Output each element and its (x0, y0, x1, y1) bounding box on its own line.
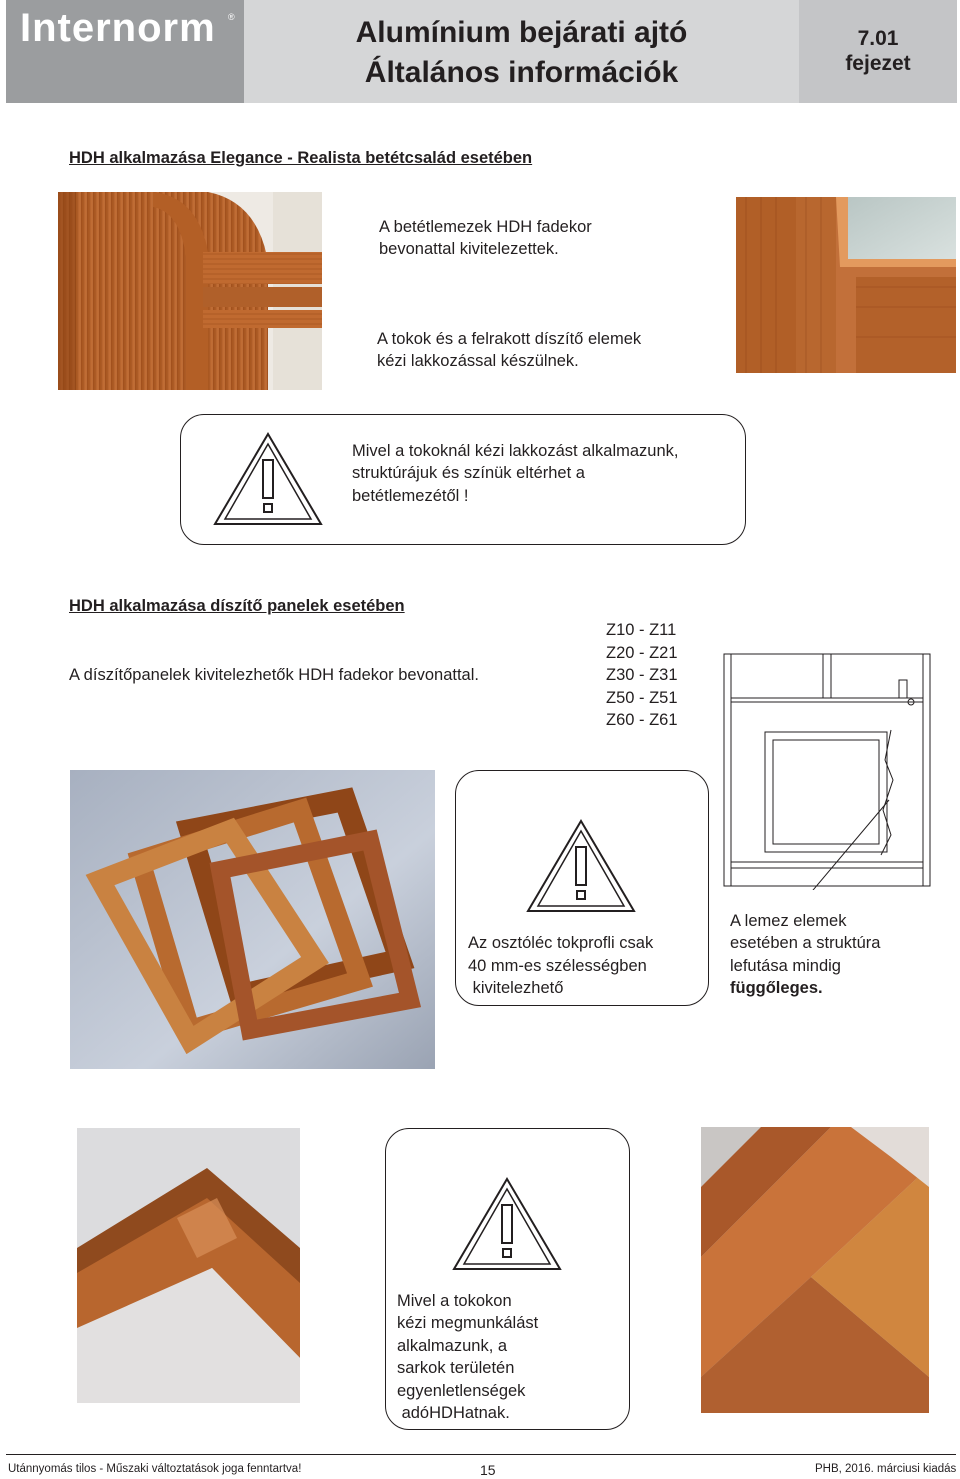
warning-triangle-icon (524, 817, 638, 915)
corner-detail-photo-right (701, 1127, 929, 1413)
warning-corners-line-5: egyenletlenségek (397, 1382, 526, 1400)
page-number: 15 (480, 1462, 496, 1478)
panel-code-3: Z30 - Z31 (606, 666, 678, 684)
chapter-block (799, 0, 957, 103)
footer-copyright: Utánnyomás tilos - Műszaki változtatások joga fenntartva! (8, 1463, 302, 1475)
panel-text-line-2: bevonattal kivitelezettek. (379, 240, 559, 258)
warning-triangle-icon (211, 430, 325, 528)
warning-corners-line-1: Mivel a tokokon (397, 1292, 512, 1310)
decor-panels-text: A díszítőpanelek kivitelezhetők HDH fadekor bevonattal. (69, 666, 479, 684)
warning-divider-line-2: 40 mm-es szélességben (468, 957, 647, 975)
warning-lacquer-line-3: betétlemezétől ! (352, 487, 469, 505)
frame-text-line-1: A tokok és a felrakott díszítő elemek (377, 330, 642, 348)
note-line-1: A lemez elemek (730, 912, 847, 930)
door-detail-photo (58, 192, 322, 390)
corner-detail-photo-left (77, 1128, 300, 1403)
note-line-2: esetében a struktúra (730, 934, 881, 952)
panel-code-1: Z10 - Z11 (606, 621, 677, 639)
registered-mark: ® (228, 12, 235, 22)
door-panel-drawing (723, 650, 933, 890)
title-line-2: Általános információk (364, 56, 679, 89)
section-heading-elegance: HDH alkalmazása Elegance - Realista betétcsalád esetében (69, 149, 533, 167)
warning-corners-line-2: kézi megmunkálást (397, 1314, 539, 1332)
warning-lacquer-line-1: Mivel a tokoknál kézi lakkozást alkalmazunk, (352, 442, 679, 460)
decor-frames-photo (70, 770, 435, 1069)
panel-code-5: Z60 - Z61 (606, 711, 678, 729)
note-line-3: lefutása mindig (730, 957, 841, 975)
chapter-label: fejezet (845, 52, 911, 75)
chapter-number: 7.01 (857, 27, 899, 50)
panel-code-2: Z20 - Z21 (606, 644, 678, 662)
glazing-frame-photo (736, 197, 956, 373)
warning-corners-line-4: sarkok területén (397, 1359, 515, 1377)
panel-code-4: Z50 - Z51 (606, 689, 678, 707)
warning-corners-line-3: alkalmazunk, a (397, 1337, 508, 1355)
page-title (244, 0, 799, 103)
footer-divider (6, 1454, 956, 1455)
frame-text-line-2: kézi lakkozással készülnek. (377, 352, 579, 370)
warning-triangle-icon (450, 1175, 564, 1273)
warning-divider-line-3: kivitelezhető (468, 979, 564, 997)
warning-corners-line-6: adóHDHatnak. (397, 1404, 510, 1422)
logo-block (6, 0, 244, 103)
note-line-4: függőleges. (730, 979, 823, 997)
warning-divider-line-1: Az osztóléc tokprofli csak (468, 934, 654, 952)
panel-text-line-1: A betétlemezek HDH fadekor (379, 218, 592, 236)
warning-lacquer-line-2: struktúrájuk és színük eltérhet a (352, 464, 585, 482)
internorm-logo: Internorm (20, 6, 216, 50)
section-heading-decor-panels: HDH alkalmazása díszítő panelek esetében (69, 597, 405, 615)
title-line-1: Alumínium bejárati ajtó (355, 16, 688, 49)
footer-edition: PHB, 2016. márciusi kiadás (815, 1463, 957, 1475)
